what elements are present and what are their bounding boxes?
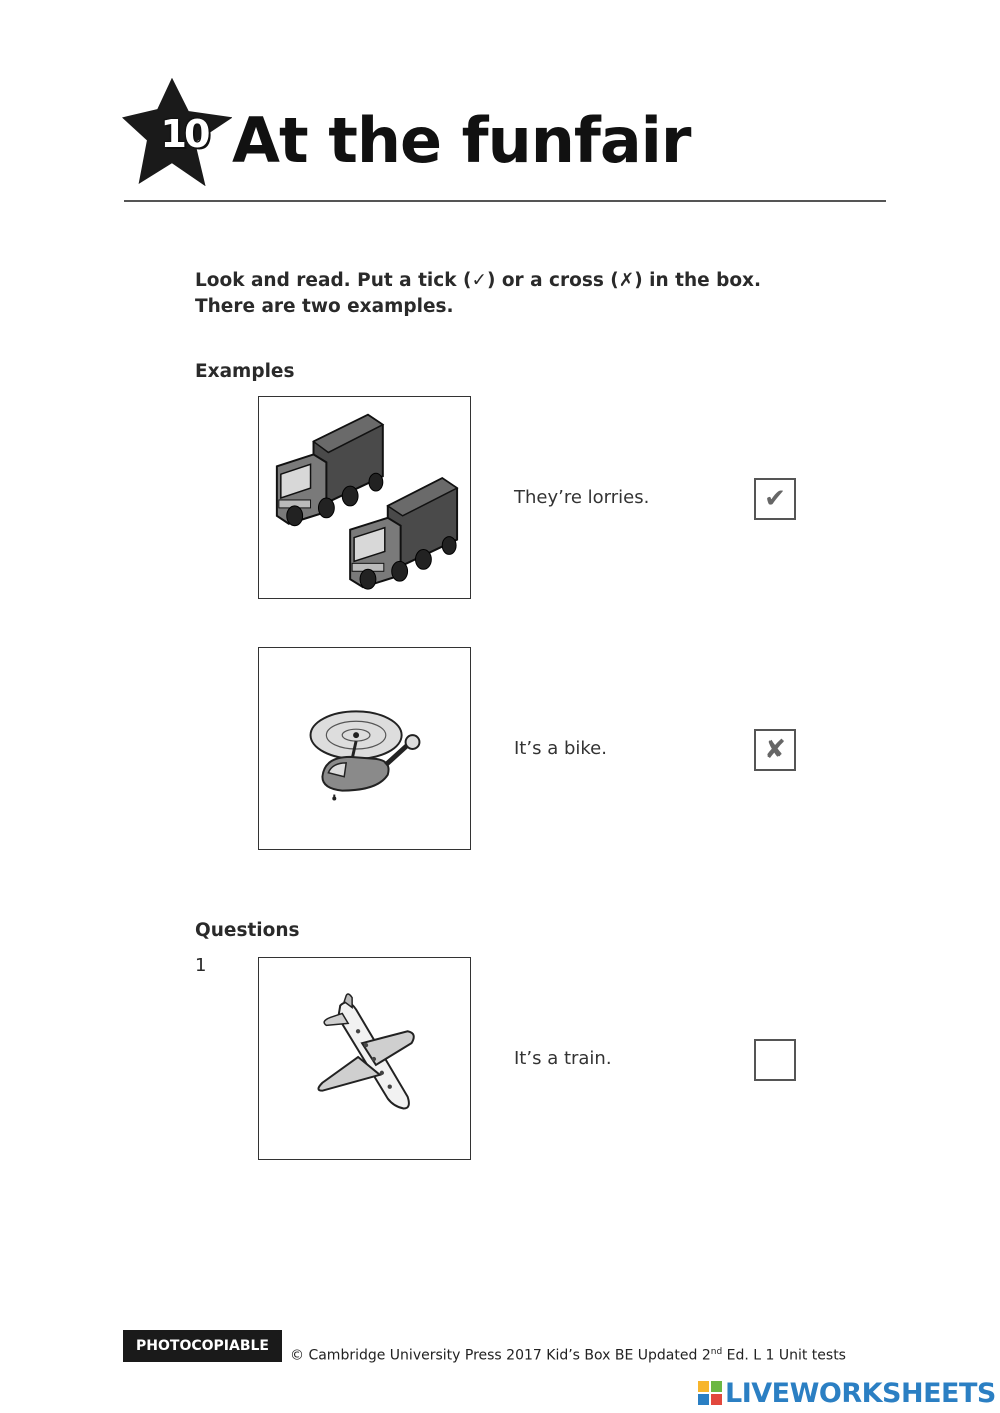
copyright-text — [290, 1347, 846, 1364]
header-divider — [124, 200, 886, 202]
helicopter-picture — [258, 647, 471, 850]
helicopter-icon — [259, 648, 470, 849]
question-1-answer-box[interactable] — [754, 1039, 796, 1081]
liveworksheets-logo[interactable] — [697, 1378, 996, 1408]
plane-picture — [258, 957, 471, 1160]
instruction-line-1: Look and read. Put a tick (✓) or a cross (✗) in the box. — [195, 270, 762, 291]
copyright-text-main: © Cambridge University Press 2017 Kid’s Box BE Updated 2 — [290, 1347, 711, 1364]
photocopiable-badge: PHOTOCOPIABLE — [123, 1330, 282, 1362]
example-1-sentence: They’re lorries. — [514, 487, 650, 508]
example-1-answer-box: ✔ — [754, 478, 796, 520]
lorry-icon — [259, 397, 470, 598]
unit-number: 10 — [160, 112, 208, 156]
liveworksheets-logo-text: LIVEWORKSHEETS — [725, 1377, 996, 1409]
example-2-sentence: It’s a bike. — [514, 738, 607, 759]
plane-icon — [259, 958, 470, 1159]
examples-heading: Examples — [195, 361, 295, 382]
question-1-number: 1 — [195, 955, 207, 976]
instruction-line-2: There are two examples. — [195, 296, 454, 317]
example-2-answer-box: ✘ — [754, 729, 796, 771]
copyright-text-end: Ed. L 1 Unit tests — [722, 1347, 846, 1364]
lorries-picture — [258, 396, 471, 599]
page-title: At the funfair — [232, 104, 691, 177]
liveworksheets-logo-icon — [697, 1380, 723, 1406]
questions-heading: Questions — [195, 920, 300, 941]
question-1-sentence: It’s a train. — [514, 1048, 612, 1069]
copyright-ordinal: nd — [710, 1347, 723, 1357]
